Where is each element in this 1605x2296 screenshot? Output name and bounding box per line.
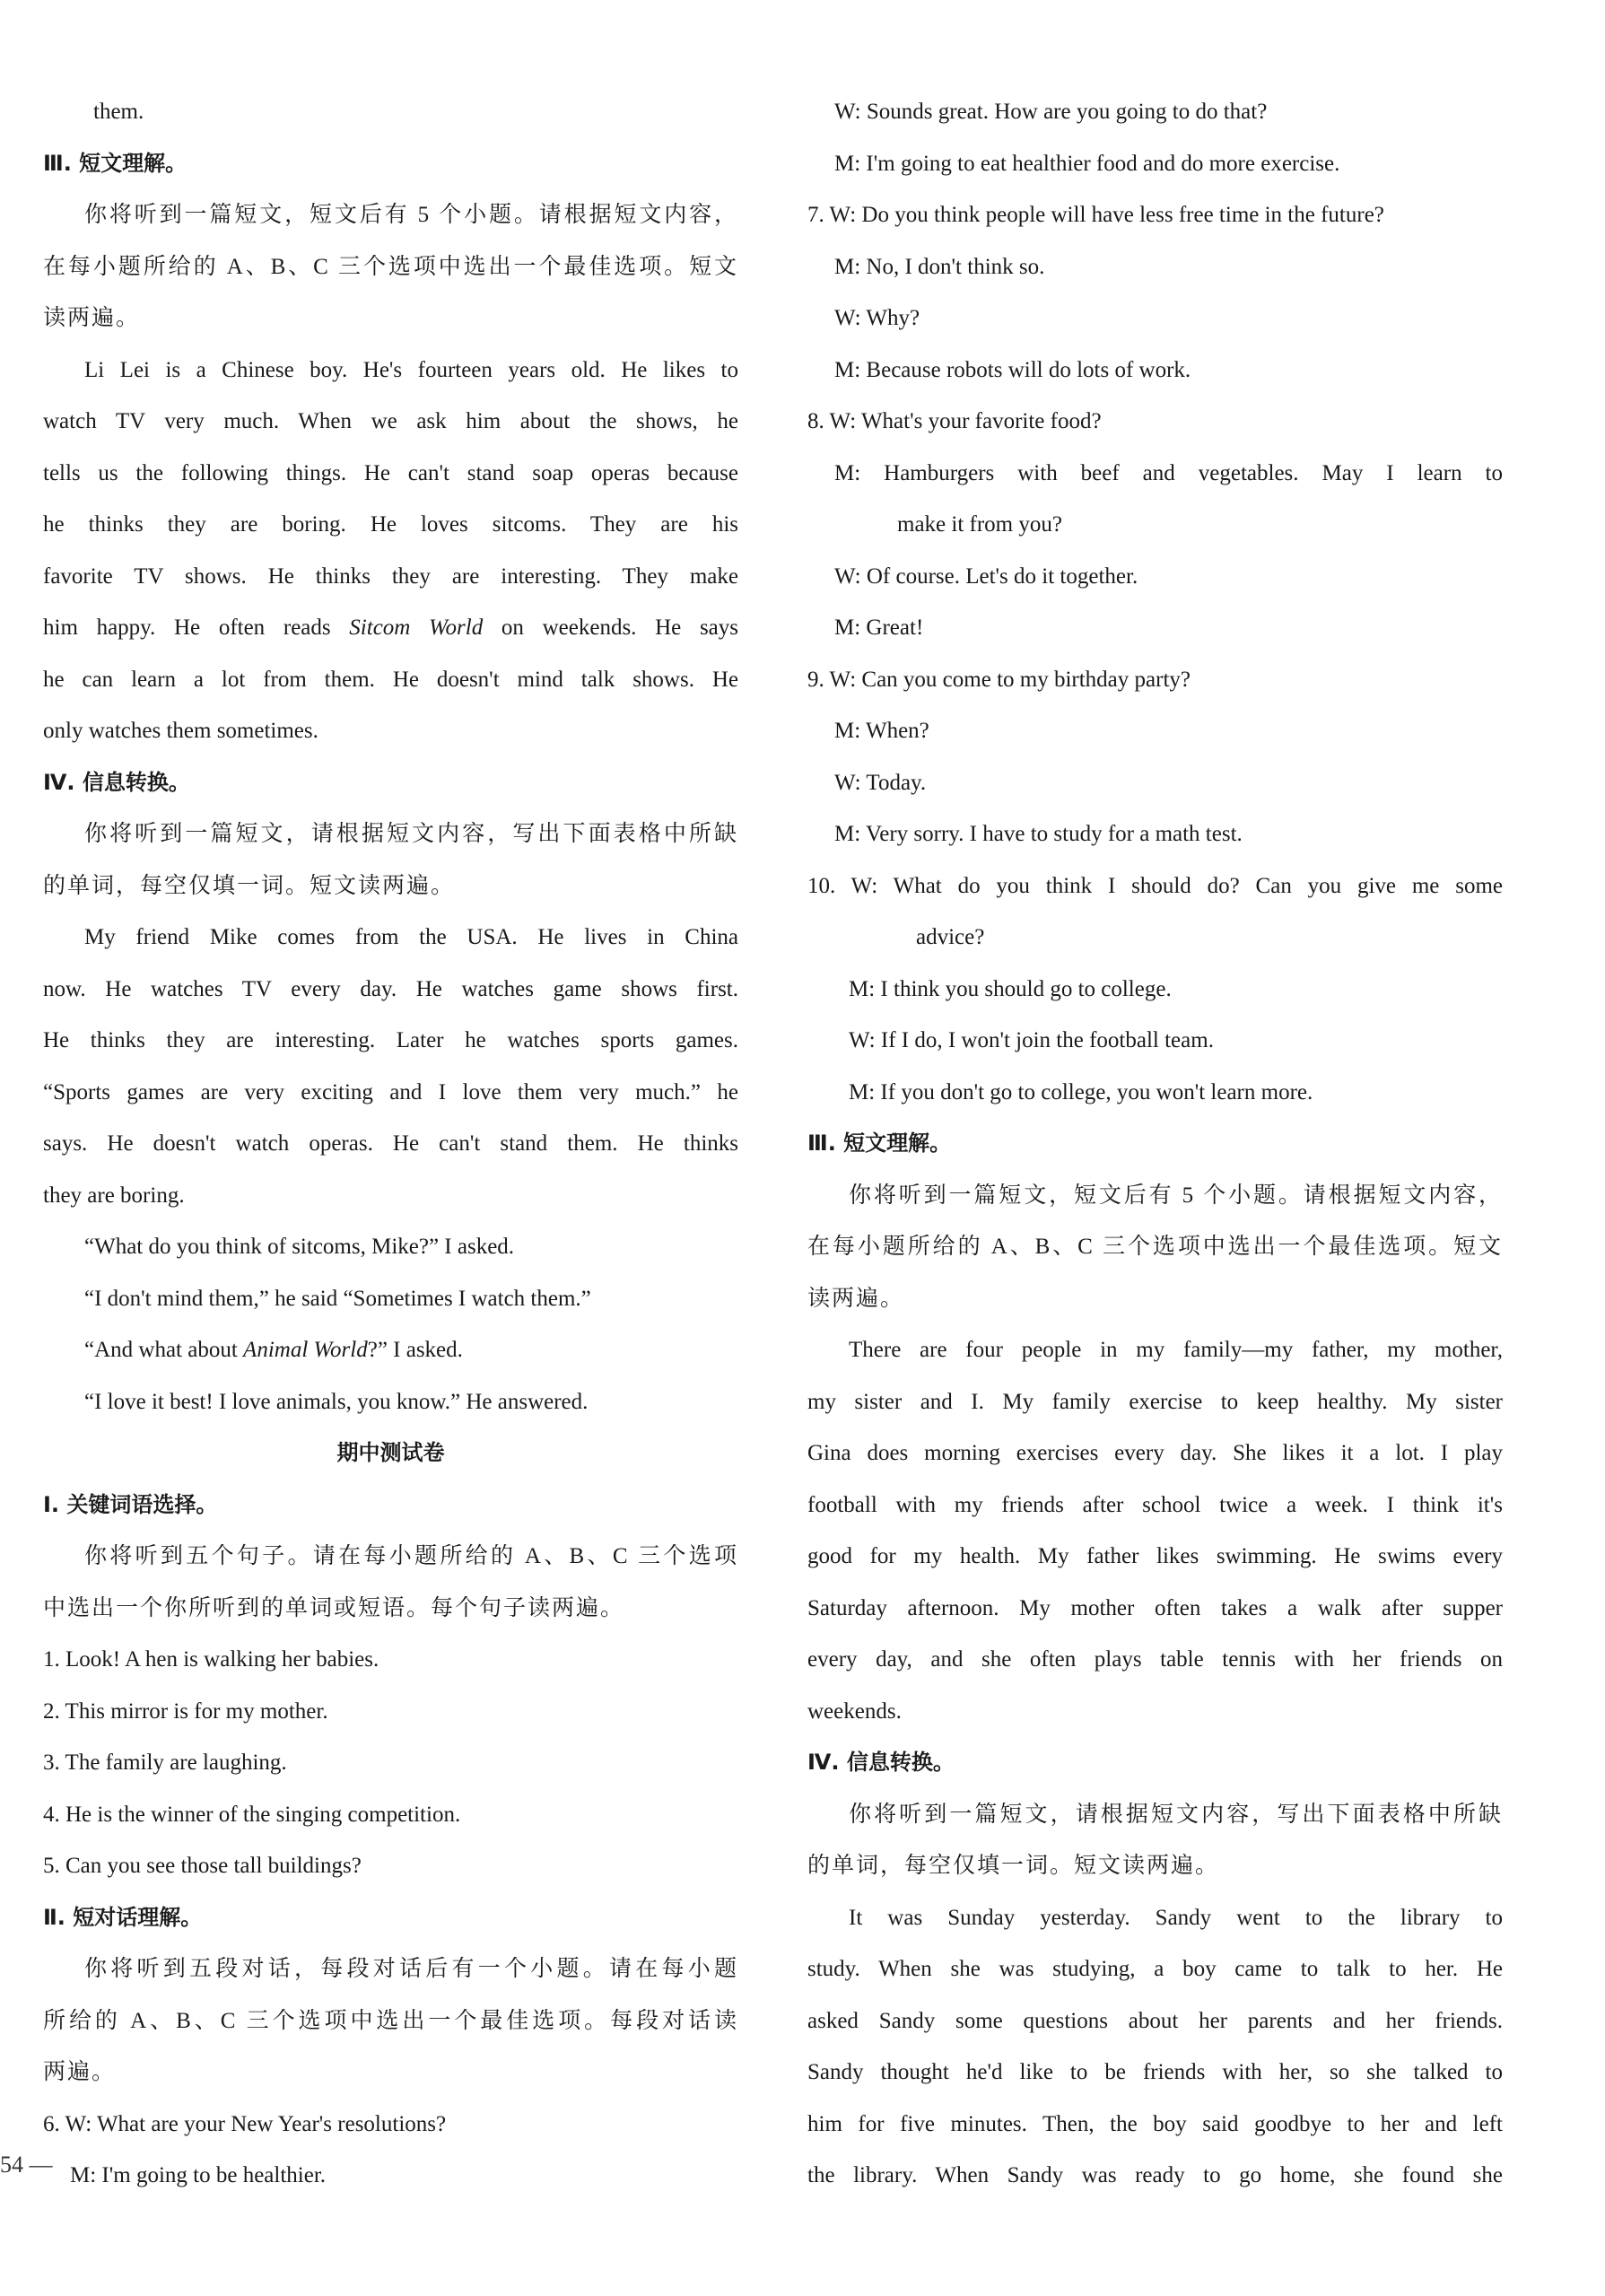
passage-line: every day, and she often plays table tennis with her friends on (807, 1647, 1503, 1672)
passage-line: study. When she was studying, a boy came to talk to her. He (807, 1957, 1503, 1981)
passage-line: It was Sunday yesterday. Sandy went to the library to (849, 1905, 1503, 1930)
instruction-line: 读两遍。 (43, 306, 141, 330)
left-column (43, 86, 738, 2202)
instruction-line: 中选出一个你所听到的单词或短语。每个句子读两遍。 (43, 1595, 625, 1620)
passage-line: Li Lei is a Chinese boy. He's fourteen years old. He likes to (84, 357, 738, 382)
instruction-line: 两遍。 (43, 2060, 117, 2084)
passage-line: good for my health. My father likes swimming. He swims every (807, 1544, 1503, 1568)
instruction-line: 在每小题所给的 A、B、C 三个选项中选出一个最佳选项。短文 (43, 254, 738, 279)
question-line: 2. This mirror is for my mother. (43, 1698, 328, 1724)
section-heading: Ⅲ. 短文理解。 (43, 150, 188, 176)
question-line: 1. Look! A hen is walking her babies. (43, 1647, 379, 1672)
section-heading: Ⅳ. 信息转换。 (43, 769, 190, 795)
right-column (807, 86, 1503, 2202)
passage-line: my sister and I. My family exercise to keep healthy. My sister (807, 1389, 1503, 1414)
passage-line: him for five minutes. Then, the boy said goodbye to her and left (807, 2111, 1503, 2136)
dialogue-line: W: Of course. Let's do it together. (834, 563, 1138, 589)
section-heading: Ⅰ. 关键词语选择。 (43, 1491, 218, 1517)
dialogue-line: M: I'm going to be healthier. (70, 2163, 327, 2187)
passage-line: only watches them sometimes. (43, 719, 318, 743)
dialogue-line: 8. W: What's your favorite food? (807, 409, 1102, 433)
passage-line: “Sports games are very exciting and I love them very much.” he (43, 1079, 738, 1104)
section-heading: Ⅲ. 短文理解。 (807, 1131, 952, 1156)
passage-line: Sandy thought he'd like to be friends with her, so she talked to (807, 2060, 1503, 2084)
passage-line: watch TV very much. When we ask him about the shows, he (43, 409, 738, 433)
magazine-title: Sitcom World (349, 615, 484, 640)
passage-line: football with my friends after school twice a week. I think it's (807, 1492, 1503, 1517)
instruction-line: 你将听到一篇短文，请根据短文内容，写出下面表格中所缺 (84, 822, 738, 846)
passage-line: tells us the following things. He can't stand soap operas because (43, 460, 738, 485)
passage-line: Saturday afternoon. My mother often takes a walk after supper (807, 1595, 1503, 1620)
passage-line: the library. When Sandy was ready to go home, she found she (807, 2163, 1503, 2187)
passage-line: now. He watches TV every day. He watches game shows first. (43, 976, 738, 1001)
passage-line: he thinks they are boring. He loves sitcoms. They are his (43, 512, 738, 537)
passage-line (43, 602, 738, 654)
instruction-line: 在每小题所给的 A、B、C 三个选项中选出一个最佳选项。短文 (807, 1235, 1503, 1259)
dialogue-line: W: Why? (834, 306, 920, 330)
dialogue-line: make it from you? (897, 512, 1062, 537)
passage-line: he can learn a lot from them. He doesn't mind talk shows. He (43, 667, 738, 692)
passage-line (43, 1324, 738, 1376)
instruction-line: 你将听到五个句子。请在每小题所给的 A、B、C 三个选项 (84, 1544, 738, 1568)
text-run: “And what about (84, 1338, 244, 1362)
page-number: 54 — (0, 2152, 53, 2178)
instruction-line: 你将听到一篇短文，请根据短文内容，写出下面表格中所缺 (849, 1802, 1503, 1827)
section-heading: Ⅱ. 短对话理解。 (43, 1904, 203, 1930)
dialogue-line: 10. W: What do you think I should do? Can you give me some (807, 873, 1503, 898)
instruction-line: 你将听到五段对话，每段对话后有一个小题。请在每小题 (84, 1957, 738, 1981)
question-line: 3. The family are laughing. (43, 1750, 287, 1775)
passage-line: “I love it best! I love animals, you know.” He answered. (84, 1389, 589, 1414)
question-line: 4. He is the winner of the singing competition. (43, 1802, 461, 1827)
text-run: on weekends. He says (483, 615, 738, 640)
dialogue-line: M: When? (834, 719, 929, 743)
passage-line: says. He doesn't watch operas. He can't stand them. He thinks (43, 1131, 738, 1156)
instruction-line: 你将听到一篇短文，短文后有 5 个小题。请根据短文内容， (849, 1183, 1503, 1208)
passage-line: There are four people in my family—my father, my mother, (849, 1338, 1503, 1362)
dialogue-line: M: If you don't go to college, you won't learn more. (849, 1079, 1313, 1104)
exam-title: 期中测试卷 (336, 1440, 445, 1465)
dialogue-line: 7. W: Do you think people will have less free time in the future? (807, 203, 1384, 227)
text-line: them. (93, 100, 144, 124)
question-line: 5. Can you see those tall buildings? (43, 1854, 362, 1878)
passage-line: Gina does morning exercises every day. She likes it a lot. I play (807, 1441, 1503, 1465)
show-title: Animal World (243, 1338, 368, 1362)
passage-line: asked Sandy some questions about her parents and her friends. (807, 2008, 1503, 2033)
section-heading: Ⅳ. 信息转换。 (807, 1750, 955, 1775)
text-run: ?” I asked. (367, 1338, 463, 1362)
passage-line: they are boring. (43, 1183, 185, 1208)
dialogue-line: M: Great! (834, 615, 924, 640)
dialogue-line: W: If I do, I won't join the football team. (849, 1028, 1214, 1052)
dialogue-line: W: Today. (834, 770, 927, 795)
dialogue-line: M: Very sorry. I have to study for a math test. (834, 822, 1243, 846)
dialogue-line: 9. W: Can you come to my birthday party? (807, 667, 1191, 692)
passage-line: “What do you think of sitcoms, Mike?” I asked. (84, 1235, 515, 1259)
dialogue-line: advice? (916, 925, 985, 949)
passage-line: “I don't mind them,” he said “Sometimes I watch them.” (84, 1286, 591, 1311)
dialogue-line: M: I think you should go to college. (849, 976, 1172, 1001)
passage-line: He thinks they are interesting. Later he watches sports games. (43, 1028, 738, 1052)
passage-line: favorite TV shows. He thinks they are interesting. They make (43, 563, 738, 589)
dialogue-line: W: Sounds great. How are you going to do that? (834, 100, 1268, 124)
passage-line: weekends. (807, 1698, 902, 1724)
instruction-line: 所给的 A、B、C 三个选项中选出一个最佳选项。每段对话读 (43, 2008, 738, 2033)
instruction-line: 的单词，每空仅填一词。短文读两遍。 (43, 873, 456, 898)
passage-line: My friend Mike comes from the USA. He lives in China (84, 925, 738, 949)
dialogue-line: M: I'm going to eat healthier food and do more exercise. (834, 151, 1340, 176)
dialogue-line: 6. W: What are your New Year's resolutions? (43, 2111, 447, 2136)
instruction-line: 读两遍。 (807, 1286, 905, 1311)
instruction-line: 你将听到一篇短文，短文后有 5 个小题。请根据短文内容， (84, 203, 738, 227)
dialogue-line: M: No, I don't think so. (834, 254, 1045, 279)
text-run: him happy. He often reads (43, 615, 350, 640)
dialogue-line: M: Because robots will do lots of work. (834, 357, 1191, 382)
instruction-line: 的单词，每空仅填一词。短文读两遍。 (807, 1854, 1220, 1878)
dialogue-line: M: Hamburgers with beef and vegetables. May I learn to (834, 460, 1503, 485)
